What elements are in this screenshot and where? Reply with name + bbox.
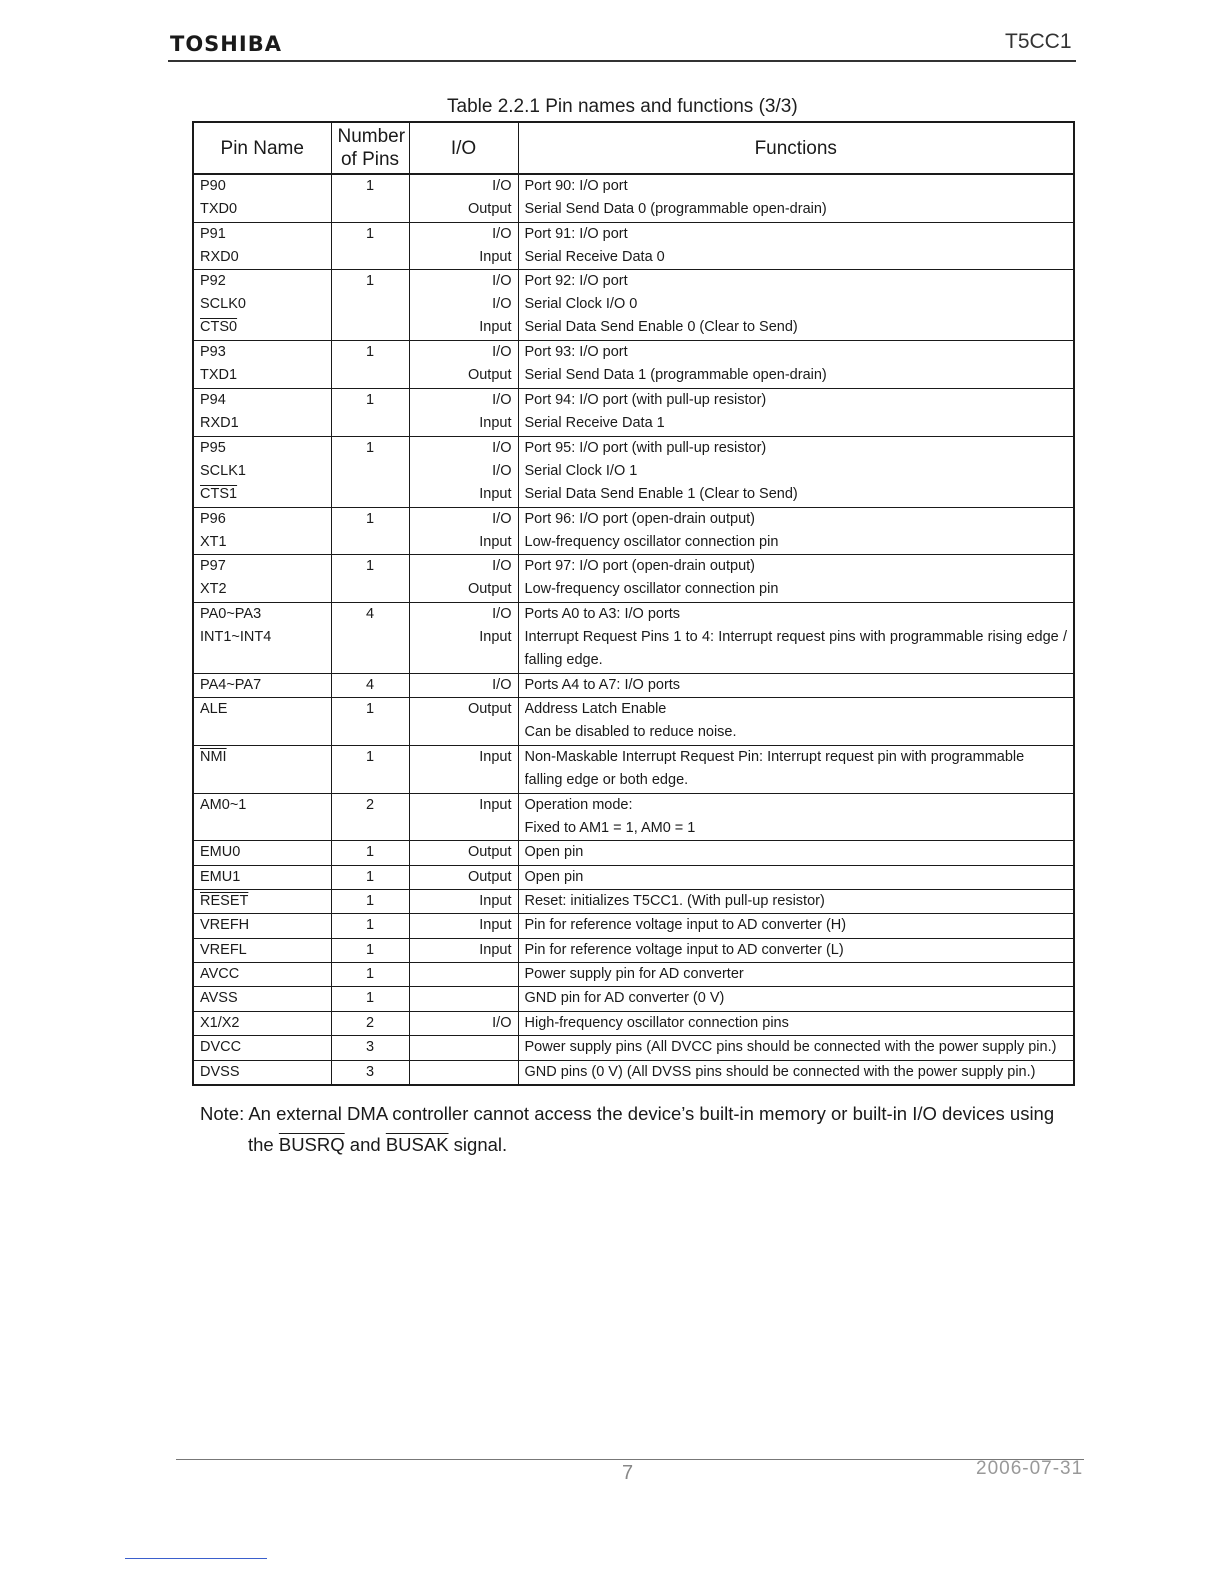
pin-count: 1 xyxy=(365,966,375,983)
pin-name-cell xyxy=(193,222,331,270)
scan-artifact-line xyxy=(125,1558,267,1559)
function-text: Serial Receive Data 1 xyxy=(524,415,665,432)
io-direction: Output xyxy=(467,581,512,598)
pin-name xyxy=(200,246,325,269)
pin-name-text: P90 xyxy=(200,178,226,194)
table-row xyxy=(193,938,1074,962)
pin-name xyxy=(200,437,325,460)
pin-name-text: AVCC xyxy=(200,966,240,983)
pin-count: 4 xyxy=(365,606,375,623)
header-io: I/O xyxy=(409,122,518,174)
function-text: Reset: initializes T5CC1. (With pull-up resistor) xyxy=(524,893,825,910)
io-direction: Output xyxy=(467,201,512,217)
signal-busak: BUSAK xyxy=(385,1134,449,1155)
pin-name-cell xyxy=(193,507,331,555)
io-direction: Input xyxy=(479,893,512,910)
function-text: Ports A4 to A7: I/O ports xyxy=(524,677,681,694)
function-cell xyxy=(518,555,1074,603)
pin-name-text: P95 xyxy=(200,439,226,456)
function-text: Power supply pins (All DVCC pins should be connected with the power supply pin.) xyxy=(524,1039,1057,1056)
pin-count-cell xyxy=(331,270,409,341)
function-text: GND pins (0 V) (All DVSS pins should be connected with the power supply pin.) xyxy=(524,1063,1036,1080)
pin-name-cell xyxy=(193,841,331,865)
pin-count: 2 xyxy=(365,1014,375,1031)
pin-name-text: RXD1 xyxy=(200,415,239,432)
io-cell xyxy=(409,603,518,674)
pin-name-cell xyxy=(193,914,331,938)
pin-name xyxy=(200,223,325,246)
function-text: Non-Maskable Interrupt Request Pin: Interrupt request pin with programmable xyxy=(524,749,1025,766)
io-direction: I/O xyxy=(492,225,512,242)
note-text xyxy=(200,1098,1080,1160)
pin-name xyxy=(200,603,325,626)
io-direction: I/O xyxy=(492,677,512,694)
io-cell xyxy=(409,174,518,222)
pin-count-cell xyxy=(331,436,409,507)
pin-name xyxy=(200,1036,325,1059)
pin-count: 1 xyxy=(365,510,375,527)
table-row xyxy=(193,507,1074,555)
table-row xyxy=(193,555,1074,603)
pin-count-cell xyxy=(331,222,409,270)
function-cell xyxy=(518,746,1074,794)
function-text: Serial Receive Data 0 xyxy=(524,248,665,265)
function-cell xyxy=(518,987,1074,1011)
function-text: Port 92: I/O port xyxy=(524,273,628,290)
function-text: Port 93: I/O port xyxy=(524,344,628,361)
io-direction: Input xyxy=(479,533,512,550)
pin-count-cell xyxy=(331,746,409,794)
function-cell xyxy=(518,865,1074,889)
table-row xyxy=(193,603,1074,674)
note-word: signal. xyxy=(453,1134,508,1155)
pin-count: 1 xyxy=(365,844,375,861)
pin-count-cell xyxy=(331,890,409,914)
pin-name-cell xyxy=(193,1036,331,1060)
io-cell xyxy=(409,914,518,938)
pin-name-text: RESET xyxy=(200,893,249,910)
io-direction: Input xyxy=(479,629,512,646)
function-cell xyxy=(518,389,1074,437)
pin-count-cell xyxy=(331,698,409,746)
pin-count: 1 xyxy=(365,439,375,456)
pin-name-cell xyxy=(193,890,331,914)
function-text: Port 97: I/O port (open-drain output) xyxy=(524,558,756,575)
pin-name-cell xyxy=(193,793,331,841)
function-text: Low-frequency oscillator connection pin xyxy=(524,533,779,550)
pin-name-text: SCLK1 xyxy=(200,462,246,479)
io-cell xyxy=(409,865,518,889)
table-row xyxy=(193,698,1074,746)
pin-name xyxy=(200,841,325,864)
pin-name xyxy=(200,389,325,412)
pin-count-cell xyxy=(331,389,409,437)
function-cell xyxy=(518,270,1074,341)
pin-count: 1 xyxy=(365,917,375,934)
pin-name xyxy=(200,175,325,198)
pin-name-text: VREFH xyxy=(200,917,250,934)
pin-count-cell xyxy=(331,938,409,962)
pin-name-text: TXD1 xyxy=(200,367,238,384)
pin-name-text: PA4~PA7 xyxy=(200,677,262,694)
pin-name-cell xyxy=(193,865,331,889)
function-text: Port 95: I/O port (with pull-up resistor) xyxy=(524,439,767,456)
pin-count-cell xyxy=(331,507,409,555)
table-row xyxy=(193,674,1074,698)
pin-name-text: AM0~1 xyxy=(200,796,247,813)
pin-name xyxy=(200,890,325,913)
io-cell xyxy=(409,698,518,746)
pin-name-text: P93 xyxy=(200,344,226,361)
pin-name-text: INT1~INT4 xyxy=(200,629,272,646)
pin-name xyxy=(200,1061,325,1084)
note-word: the xyxy=(248,1134,274,1155)
table-row xyxy=(193,914,1074,938)
pin-name xyxy=(200,316,325,339)
footer-divider xyxy=(176,1459,1084,1460)
function-cell xyxy=(518,963,1074,987)
io-direction: I/O xyxy=(492,1014,512,1031)
io-cell xyxy=(409,890,518,914)
pin-name-cell xyxy=(193,938,331,962)
pin-count: 1 xyxy=(365,701,375,718)
pin-count-cell xyxy=(331,174,409,222)
pin-name-cell xyxy=(193,1060,331,1085)
io-cell xyxy=(409,793,518,841)
pin-name-cell xyxy=(193,174,331,222)
io-cell xyxy=(409,341,518,389)
io-cell xyxy=(409,507,518,555)
io-direction: Output xyxy=(467,868,512,885)
pin-count: 1 xyxy=(365,178,375,194)
pin-name-cell xyxy=(193,389,331,437)
function-text: Interrupt Request Pins 1 to 4: Interrupt request pins with programmable rising edge / falling edge. xyxy=(524,629,1067,669)
function-cell xyxy=(518,841,1074,865)
pin-name xyxy=(200,483,325,506)
io-cell xyxy=(409,222,518,270)
table-row xyxy=(193,793,1074,841)
io-direction: Input xyxy=(479,749,512,766)
pin-count-cell xyxy=(331,1011,409,1035)
function-cell xyxy=(518,793,1074,841)
io-direction: I/O xyxy=(492,439,512,456)
function-text: Ports A0 to A3: I/O ports xyxy=(524,606,681,623)
pin-name-cell xyxy=(193,555,331,603)
pin-count: 1 xyxy=(365,893,375,910)
pin-name-text: EMU0 xyxy=(200,844,241,861)
pin-name xyxy=(200,293,325,316)
function-cell xyxy=(518,1036,1074,1060)
table-row xyxy=(193,174,1074,222)
pin-name xyxy=(200,531,325,554)
function-text: falling edge or both edge. xyxy=(524,772,689,789)
pin-count: 1 xyxy=(365,558,375,575)
pin-name-text: P91 xyxy=(200,225,226,242)
io-direction: I/O xyxy=(492,273,512,290)
io-cell xyxy=(409,436,518,507)
note-line1: Note: An external DMA controller cannot access the device’s built-in memory or built-in I/O devices using xyxy=(200,1103,1055,1124)
pin-count-cell xyxy=(331,793,409,841)
function-cell xyxy=(518,674,1074,698)
table-row xyxy=(193,222,1074,270)
pin-name-text: P97 xyxy=(200,558,226,575)
note-word: and xyxy=(349,1134,381,1155)
function-text: Port 94: I/O port (with pull-up resistor) xyxy=(524,392,767,409)
io-direction: Input xyxy=(479,917,512,934)
function-cell xyxy=(518,1060,1074,1085)
document-date: 2006-07-31 xyxy=(976,1458,1084,1479)
function-text: GND pin for AD converter (0 V) xyxy=(524,990,725,1007)
pin-name xyxy=(200,914,325,937)
pin-name-text: TXD0 xyxy=(200,201,238,217)
io-cell xyxy=(409,1036,518,1060)
function-cell xyxy=(518,698,1074,746)
io-direction: I/O xyxy=(492,178,512,194)
function-text: Open pin xyxy=(524,844,584,861)
brand-logo: TOSHIBA xyxy=(170,32,282,56)
pin-name xyxy=(200,626,325,649)
function-cell xyxy=(518,938,1074,962)
pin-count: 1 xyxy=(365,941,375,958)
io-direction: Input xyxy=(479,415,512,432)
pin-count: 1 xyxy=(365,990,375,1007)
pin-name xyxy=(200,460,325,483)
table-header-row xyxy=(193,122,1074,174)
table-row xyxy=(193,341,1074,389)
table-row xyxy=(193,987,1074,1011)
io-direction: Input xyxy=(479,796,512,813)
table-row xyxy=(193,963,1074,987)
pin-count: 1 xyxy=(365,273,375,290)
pin-name-text: PA0~PA3 xyxy=(200,606,262,623)
pin-count-cell xyxy=(331,841,409,865)
function-text: Serial Send Data 1 (programmable open-drain) xyxy=(524,367,827,384)
pin-name-cell xyxy=(193,674,331,698)
function-text: Power supply pin for AD converter xyxy=(524,966,744,983)
function-cell xyxy=(518,1011,1074,1035)
pin-name-cell xyxy=(193,987,331,1011)
table-row xyxy=(193,1011,1074,1035)
table-row xyxy=(193,1060,1074,1085)
pin-name xyxy=(200,364,325,387)
pin-name xyxy=(200,412,325,435)
pin-name-cell xyxy=(193,436,331,507)
pin-name-text: DVCC xyxy=(200,1039,242,1056)
pin-count-cell xyxy=(331,555,409,603)
pin-table xyxy=(192,121,1075,1086)
pin-count: 1 xyxy=(365,344,375,361)
io-cell xyxy=(409,1060,518,1085)
pin-count-cell xyxy=(331,914,409,938)
pin-name xyxy=(200,341,325,364)
pin-count: 3 xyxy=(365,1039,375,1056)
pin-count: 4 xyxy=(365,677,375,694)
function-text: Serial Data Send Enable 1 (Clear to Send) xyxy=(524,485,798,502)
io-direction: Input xyxy=(479,319,512,336)
table-row xyxy=(193,841,1074,865)
function-text: Serial Send Data 0 (programmable open-drain) xyxy=(524,201,827,217)
io-cell xyxy=(409,674,518,698)
note-line2 xyxy=(200,1129,1080,1160)
pin-count-cell xyxy=(331,963,409,987)
function-text: Port 91: I/O port xyxy=(524,225,628,242)
io-cell xyxy=(409,555,518,603)
io-direction: Input xyxy=(479,941,512,958)
pin-count-cell xyxy=(331,987,409,1011)
io-cell xyxy=(409,1011,518,1035)
pin-name-text: P94 xyxy=(200,392,226,409)
pin-name-cell xyxy=(193,341,331,389)
pin-name-cell xyxy=(193,746,331,794)
io-direction: Output xyxy=(467,367,512,384)
header-divider xyxy=(168,60,1076,62)
pin-count-cell xyxy=(331,603,409,674)
pin-name-cell xyxy=(193,963,331,987)
pin-name-text: VREFL xyxy=(200,941,247,958)
table-row xyxy=(193,389,1074,437)
pin-name xyxy=(200,794,325,817)
function-cell xyxy=(518,341,1074,389)
pin-name-text: EMU1 xyxy=(200,868,241,885)
function-text: Address Latch Enable xyxy=(524,701,667,718)
pin-name xyxy=(200,555,325,578)
io-direction: Input xyxy=(479,485,512,502)
pin-count-cell xyxy=(331,1036,409,1060)
io-direction: I/O xyxy=(492,344,512,361)
pin-count: 1 xyxy=(365,225,375,242)
function-cell xyxy=(518,174,1074,222)
io-direction: Output xyxy=(467,701,512,718)
pin-name xyxy=(200,674,325,697)
header-functions: Functions xyxy=(518,122,1074,174)
table-row xyxy=(193,890,1074,914)
io-direction: I/O xyxy=(492,558,512,575)
function-text: Open pin xyxy=(524,868,584,885)
pin-count: 3 xyxy=(365,1063,375,1080)
io-cell xyxy=(409,270,518,341)
pin-name xyxy=(200,578,325,601)
table-row xyxy=(193,436,1074,507)
page-number: 7 xyxy=(622,1462,634,1484)
io-direction: I/O xyxy=(492,462,512,479)
pin-name-text: SCLK0 xyxy=(200,296,246,313)
pin-name xyxy=(200,963,325,986)
pin-count: 1 xyxy=(365,868,375,885)
function-text: Port 96: I/O port (open-drain output) xyxy=(524,510,756,527)
pin-name-text: X1/X2 xyxy=(200,1014,240,1031)
function-text: Serial Clock I/O 1 xyxy=(524,462,638,479)
pin-name xyxy=(200,508,325,531)
pin-count-cell xyxy=(331,1060,409,1085)
pin-name-text: $\overline{NMI}$ xyxy=(200,749,227,766)
function-cell xyxy=(518,603,1074,674)
io-direction: Output xyxy=(467,844,512,861)
function-text: Port 90: I/O port xyxy=(524,178,628,194)
pin-count-cell xyxy=(331,865,409,889)
function-cell xyxy=(518,890,1074,914)
pin-name-cell xyxy=(193,698,331,746)
header-num-pins-line2: of Pins xyxy=(340,149,400,170)
pin-count-cell xyxy=(331,341,409,389)
pin-name-cell xyxy=(193,270,331,341)
pin-name-text: RXD0 xyxy=(200,248,239,265)
pin-name xyxy=(200,698,325,721)
header-pin-name: Pin Name xyxy=(193,122,331,174)
header-num-pins xyxy=(331,122,409,174)
pin-count: 1 xyxy=(365,749,375,766)
function-cell xyxy=(518,436,1074,507)
pin-name-text: CTS0 xyxy=(200,319,238,336)
function-text: Pin for reference voltage input to AD converter (L) xyxy=(524,941,844,958)
io-direction: I/O xyxy=(492,392,512,409)
pin-name-text: XT1 xyxy=(200,533,227,550)
function-cell xyxy=(518,222,1074,270)
pin-count: 2 xyxy=(365,796,375,813)
table-row xyxy=(193,270,1074,341)
table-row xyxy=(193,1036,1074,1060)
table-caption: Table 2.2.1 Pin names and functions (3/3) xyxy=(447,96,798,117)
table-row xyxy=(193,865,1074,889)
io-cell xyxy=(409,841,518,865)
pin-name-cell xyxy=(193,1011,331,1035)
function-text: Serial Clock I/O 0 xyxy=(524,296,638,313)
table-row xyxy=(193,746,1074,794)
pin-name-cell xyxy=(193,603,331,674)
pin-name xyxy=(200,1012,325,1035)
io-cell xyxy=(409,746,518,794)
function-text: Fixed to AM1 = 1, AM0 = 1 xyxy=(524,819,696,836)
function-text: Pin for reference voltage input to AD converter (H) xyxy=(524,917,847,934)
function-text: Serial Data Send Enable 0 (Clear to Send) xyxy=(524,319,798,336)
io-cell xyxy=(409,938,518,962)
pin-name-text: ALE xyxy=(200,701,228,718)
header-num-pins-line1: Number xyxy=(337,126,406,147)
io-direction: I/O xyxy=(492,510,512,527)
pin-name-text: P92 xyxy=(200,273,226,290)
function-text: Can be disabled to reduce noise. xyxy=(524,724,737,741)
pin-name xyxy=(200,866,325,889)
pin-count: 1 xyxy=(365,392,375,409)
pin-name xyxy=(200,270,325,293)
function-text: Operation mode: xyxy=(524,796,633,813)
io-direction: Input xyxy=(479,248,512,265)
pin-name xyxy=(200,198,325,221)
function-text: High-frequency oscillator connection pins xyxy=(524,1014,789,1031)
function-text: Low-frequency oscillator connection pin xyxy=(524,581,779,598)
pin-name-text: CTS1 xyxy=(200,485,238,502)
pin-name xyxy=(200,746,325,769)
part-number: T5CC1 xyxy=(1005,30,1072,53)
pin-name xyxy=(200,939,325,962)
pin-name-text: XT2 xyxy=(200,581,227,598)
pin-name-text: P96 xyxy=(200,510,226,527)
function-cell xyxy=(518,507,1074,555)
pin-name-text: AVSS xyxy=(200,990,238,1007)
io-cell xyxy=(409,963,518,987)
pin-count-cell xyxy=(331,674,409,698)
function-cell xyxy=(518,914,1074,938)
pin-name-text: DVSS xyxy=(200,1063,240,1080)
signal-busrq: BUSRQ xyxy=(278,1134,345,1155)
io-cell xyxy=(409,389,518,437)
io-direction: I/O xyxy=(492,606,512,623)
pin-name xyxy=(200,987,325,1010)
io-direction: I/O xyxy=(492,296,512,313)
io-cell xyxy=(409,987,518,1011)
